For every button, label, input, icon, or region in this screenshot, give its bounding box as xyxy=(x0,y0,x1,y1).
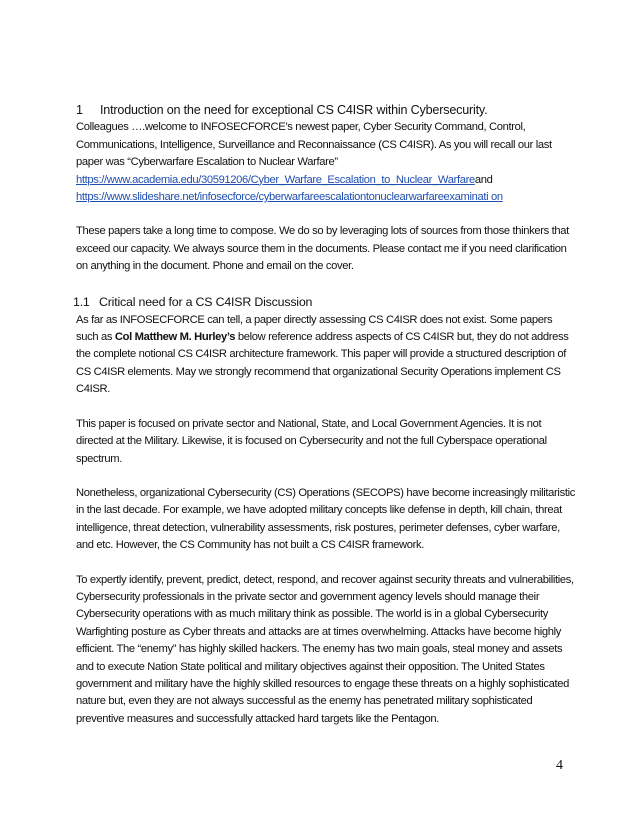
discussion-paragraph-1 xyxy=(76,312,576,399)
discussion-text-a: As far as INFOSECFORCE can tell, a paper directly assessing CS C4ISR does not exist. Some papers such as xyxy=(76,313,553,344)
section-1-1-number: 1.1 xyxy=(73,294,90,309)
discussion-paragraph-2: This paper is focused on private sector and National, State, and Local Government Agencies. It is not directed at the Military. Likewise, it is focused on Cybersecurity and not the full Cyberspace operational spectrum. xyxy=(76,417,547,465)
intro-paragraph xyxy=(76,119,576,206)
discussion-text-b: below reference address aspects of CS C4ISR but, they do not address the complete notional CS C4ISR architecture framework. This paper will provide a structured description of CS C4ISR elements. May we strongly recommend that organizational Security Operations implement CS C4ISR. xyxy=(76,331,569,396)
page-number: 4 xyxy=(556,758,563,773)
author-name: Col Matthew M. Hurley’s xyxy=(114,331,236,344)
discussion-paragraph-3: Nonetheless, organizational Cybersecurity (CS) Operations (SECOPS) have become increasingly militaristic in the last decade. For example, we have adopted military concepts like defense in depth, kill chain, threat intelligence, threat detection, vulnerability assessments, risk postures, perimeter defenses, cyber warfare, and etc. However, the CS Community has not built a CS C4ISR framework. xyxy=(76,486,575,552)
slideshare-link[interactable]: https://www.slideshare.net/infosecforce/cyberwarfareescalationtonuclearwarfareexaminati on xyxy=(76,191,503,204)
section-1-number: 1 xyxy=(76,103,83,117)
section-1-title: Introduction on the need for exceptional CS C4ISR within Cybersecurity. xyxy=(100,103,488,117)
discussion-paragraph-4: To expertly identify, prevent, predict, detect, respond, and recover against security threats and vulnerabilities, Cybersecurity professionals in the private sector and government agency levels should manage their Cybersecurity operations with as much military think as possible. The world is in a global Cybersecurity Warfighting posture as Cyber threats and attacks are at times overwhelming. Attacks have become highly efficient. The “enemy” has highly skilled hackers. The enemy has two main goals, steal money and assets and to execute Nation State political and military objectives against their opposition. The United States government and military have the highly skilled resources to engage these threats on a highly sophisticated nature but, even they are not always successful as the enemy has penetrated military sophisticated preventive measures and successfully attacked hard targets like the Pentagon. xyxy=(76,573,574,725)
academia-link-text: https://www.academia.edu/30591206/Cyber_Warfare_Escalation_to_Nuclear_Warfare xyxy=(76,173,475,186)
intro-text: Colleagues ….welcome to INFOSECFORCE’s newest paper, Cyber Security Command, Control, Communications, Intelligence, Surveillance and Reconnaissance (CS C4ISR). As you will recall our last paper was “Cyberwarfare Escalation to Nuclear Warfare” xyxy=(76,121,552,169)
section-1-1-title: Critical need for a CS C4ISR Discussion xyxy=(99,294,313,309)
sources-paragraph: These papers take a long time to compose. We do so by leveraging lots of sources from those thinkers that exceed our capacity. We always source them in the documents. Please contact me if you need clarification on anything in the document. Phone and email on the cover. xyxy=(76,225,569,273)
page-content xyxy=(73,102,576,745)
section-1-1-heading xyxy=(73,293,576,312)
academia-link[interactable] xyxy=(76,172,576,189)
link-conjunction: and xyxy=(474,173,493,186)
section-1-heading xyxy=(76,102,576,119)
